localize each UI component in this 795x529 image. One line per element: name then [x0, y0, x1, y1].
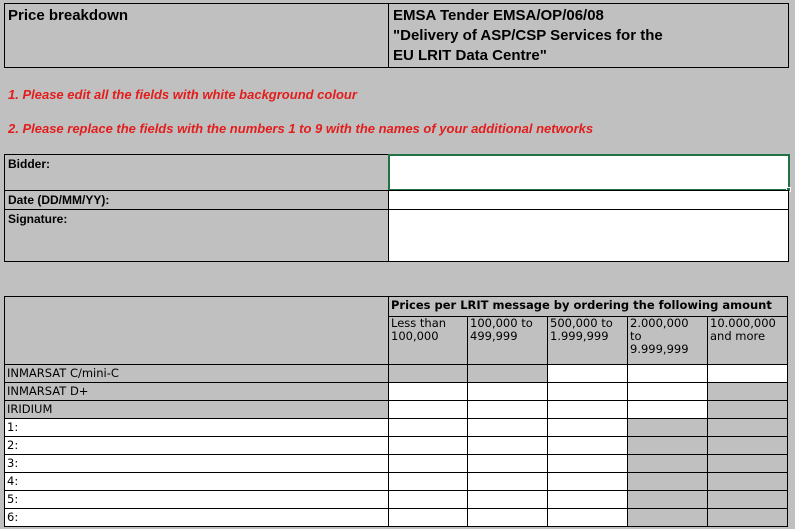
column-header-line: to	[630, 329, 642, 343]
instruction-2: 2. Please replace the fields with the numbers 1 to 9 with the names of your additional networks	[8, 121, 594, 136]
price-table	[4, 296, 788, 527]
price-cell	[628, 473, 708, 491]
price-cell	[628, 491, 708, 509]
price-cell[interactable]	[548, 365, 628, 383]
price-cell[interactable]	[389, 509, 468, 527]
column-header-line: 2.000,000	[630, 316, 689, 330]
price-cell[interactable]	[468, 383, 548, 401]
price-cell	[708, 401, 788, 419]
bidder-input[interactable]	[388, 154, 790, 191]
price-cell[interactable]	[548, 437, 628, 455]
quantity-column-header	[468, 317, 548, 365]
price-cell	[708, 383, 788, 401]
column-header-line: 9.999,999	[630, 342, 689, 356]
price-cell[interactable]	[468, 491, 548, 509]
price-cell[interactable]	[708, 365, 788, 383]
table-row	[5, 401, 788, 419]
tender-title-line2: EU LRIT Data Centre"	[393, 47, 547, 64]
table-row	[5, 383, 788, 401]
quantity-column-header	[548, 317, 628, 365]
signature-input[interactable]	[388, 209, 789, 262]
price-cell[interactable]	[548, 401, 628, 419]
price-cell[interactable]	[548, 491, 628, 509]
price-cell[interactable]	[548, 419, 628, 437]
price-cell	[468, 365, 548, 383]
price-cell	[708, 509, 788, 527]
price-cell	[628, 455, 708, 473]
network-name-cell[interactable]: 2:	[5, 437, 389, 455]
network-name-cell[interactable]: 1:	[5, 419, 389, 437]
network-name-cell: INMARSAT C/mini-C	[5, 365, 389, 383]
table-row	[5, 437, 788, 455]
price-cell[interactable]	[468, 419, 548, 437]
column-header-line	[470, 343, 545, 356]
date-input[interactable]	[388, 190, 789, 210]
column-header-line: and more	[710, 329, 766, 343]
price-cell[interactable]	[548, 509, 628, 527]
table-row	[5, 419, 788, 437]
quantity-column-header	[628, 317, 708, 365]
price-cell[interactable]	[389, 383, 468, 401]
network-name-cell[interactable]: 4:	[5, 473, 389, 491]
price-cell[interactable]	[389, 491, 468, 509]
price-cell	[628, 509, 708, 527]
price-table-caption: Prices per LRIT message by ordering the following amount	[389, 297, 788, 317]
network-name-cell[interactable]: 5:	[5, 491, 389, 509]
table-row	[5, 509, 788, 527]
table-corner-cell	[5, 297, 389, 365]
column-header-line: 100,000	[391, 329, 439, 343]
price-cell	[708, 455, 788, 473]
price-cell	[628, 437, 708, 455]
column-header-line: Less than	[391, 316, 447, 330]
network-name-cell: INMARSAT D+	[5, 383, 389, 401]
price-cell[interactable]	[628, 365, 708, 383]
price-cell[interactable]	[548, 473, 628, 491]
price-cell[interactable]	[389, 473, 468, 491]
network-name-cell: IRIDIUM	[5, 401, 389, 419]
header-left-cell	[4, 3, 389, 68]
tender-reference: EMSA Tender EMSA/OP/06/08	[393, 7, 604, 24]
header-right-cell	[388, 3, 789, 68]
price-cell	[628, 419, 708, 437]
price-cell[interactable]	[548, 455, 628, 473]
price-cell[interactable]	[389, 455, 468, 473]
table-row	[5, 365, 788, 383]
table-row	[5, 491, 788, 509]
table-row	[5, 455, 788, 473]
instruction-1: 1. Please edit all the fields with white background colour	[8, 87, 357, 102]
date-label: Date (DD/MM/YY):	[4, 190, 389, 210]
column-header-line	[710, 343, 785, 356]
column-header-line: 499,999	[470, 329, 518, 343]
column-header-line: 100,000 to	[470, 316, 533, 330]
network-name-cell[interactable]: 6:	[5, 509, 389, 527]
price-cell[interactable]	[389, 437, 468, 455]
price-cell[interactable]	[468, 401, 548, 419]
network-name-cell[interactable]: 3:	[5, 455, 389, 473]
price-cell[interactable]	[468, 509, 548, 527]
quantity-column-header	[389, 317, 468, 365]
price-cell[interactable]	[389, 401, 468, 419]
price-cell[interactable]	[468, 455, 548, 473]
price-cell	[708, 437, 788, 455]
column-header-line	[391, 343, 465, 356]
price-breakdown-title: Price breakdown	[8, 7, 129, 24]
price-cell	[708, 419, 788, 437]
bidder-label: Bidder:	[4, 154, 389, 191]
column-header-line: 1.999,999	[550, 329, 609, 343]
price-cell	[708, 473, 788, 491]
column-header-line: 500,000 to	[550, 316, 613, 330]
price-cell[interactable]	[628, 383, 708, 401]
tender-title-line1: "Delivery of ASP/CSP Services for the	[393, 27, 663, 44]
column-header-line: 10.000,000	[710, 316, 776, 330]
column-header-line	[550, 343, 625, 356]
signature-label: Signature:	[4, 209, 389, 262]
price-cell[interactable]	[628, 401, 708, 419]
table-row	[5, 473, 788, 491]
price-cell[interactable]	[468, 437, 548, 455]
price-cell[interactable]	[389, 419, 468, 437]
price-cell	[708, 491, 788, 509]
quantity-column-header	[708, 317, 788, 365]
price-cell[interactable]	[468, 473, 548, 491]
price-cell[interactable]	[548, 383, 628, 401]
price-cell	[389, 365, 468, 383]
